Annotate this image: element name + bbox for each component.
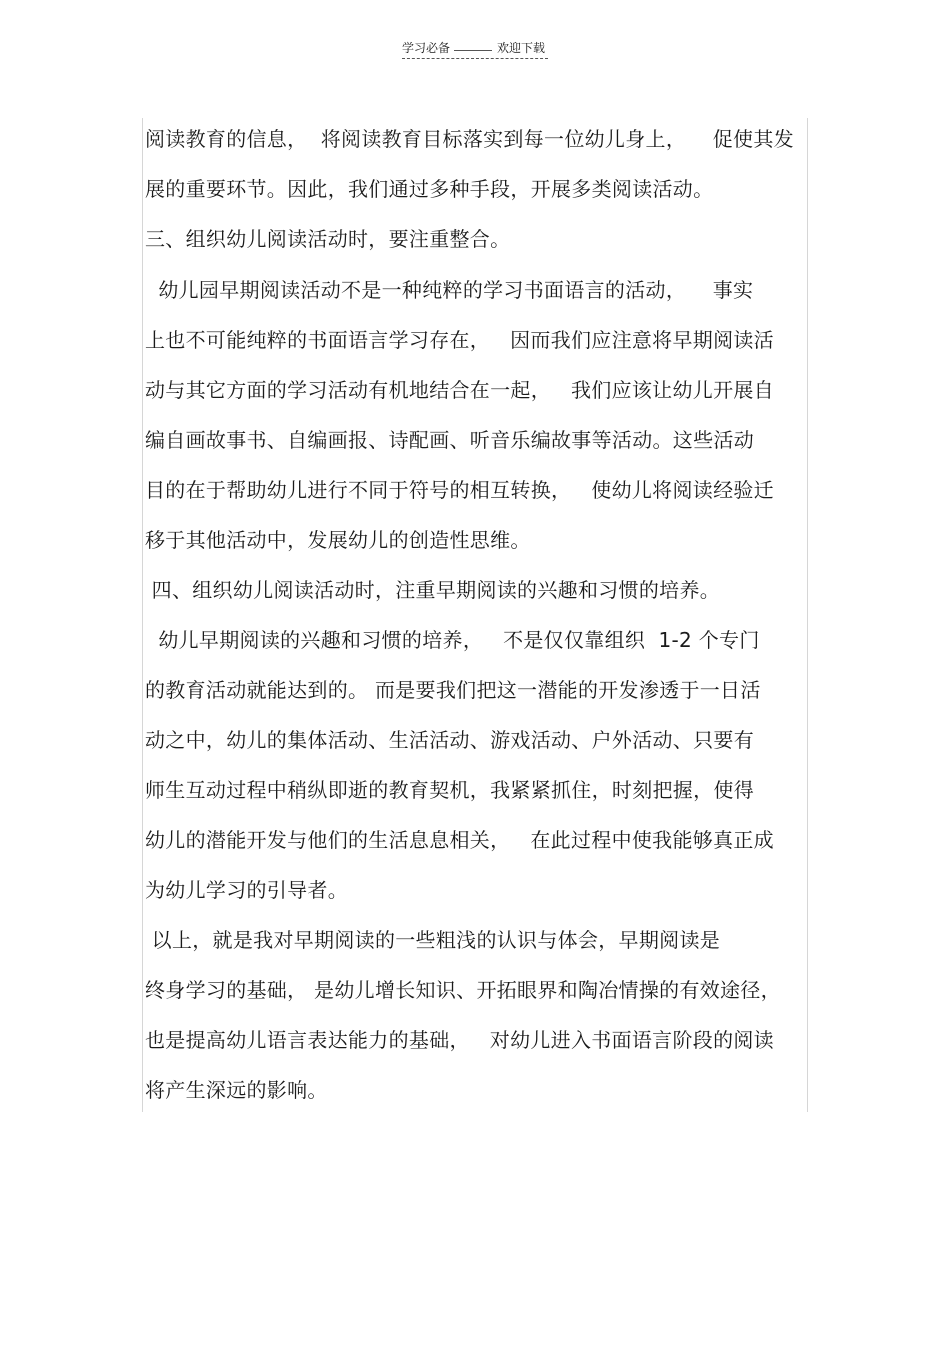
text-line: 幼儿的潜能开发与他们的生活息息相关， 在此过程中使我能够真正成: [145, 828, 774, 852]
text-line: 动之中，幼儿的集体活动、生活活动、游戏活动、户外活动、只要有: [145, 728, 754, 752]
header-right-text: 欢迎下载: [497, 41, 546, 55]
text-line: 移于其他活动中，发展幼儿的创造性思维。: [145, 528, 531, 552]
text-line: 师生互动过程中稍纵即逝的教育契机，我紧紧抓住，时刻把握，使得: [145, 778, 754, 802]
text-line: 阅读教育的信息， 将阅读教育目标落实到每一位幼儿身上， 促使其发: [145, 127, 794, 151]
text-line: 将产生深远的影响。: [145, 1078, 328, 1102]
text-line: 动与其它方面的学习活动有机地结合在一起， 我们应该让幼儿开展自: [145, 378, 774, 402]
text-line: 上也不可能纯粹的书面语言学习存在， 因而我们应注意将早期阅读活: [145, 328, 774, 352]
text-line: 展的重要环节。因此，我们通过多种手段，开展多类阅读活动。: [145, 177, 714, 201]
text-line: 目的在于帮助幼儿进行不同于符号的相互转换， 使幼儿将阅读经验迁: [145, 478, 774, 502]
page-header: [402, 38, 548, 59]
text-line: 终身学习的基础， 是幼儿增长知识、开拓眼界和陶冶情操的有效途径，: [145, 978, 781, 1002]
text-line: 编自画故事书、自编画报、诗配画、听音乐编故事等活动。这些活动: [145, 428, 754, 452]
section-heading: 三、组织幼儿阅读活动时，要注重整合。: [145, 227, 511, 251]
text-line: 的教育活动就能达到的。 而是要我们把这一潜能的开发渗透于一日活: [145, 678, 761, 702]
document-body: [142, 118, 808, 1112]
text-line: 幼儿早期阅读的兴趣和习惯的培养， 不是仅仅靠组织 1-2 个专门: [145, 628, 760, 652]
header-left-text: 学习必备: [402, 41, 451, 55]
text-line: 为幼儿学习的引导者。: [145, 878, 348, 902]
text-line: 以上，就是我对早期阅读的一些粗浅的认识与体会，早期阅读是: [145, 928, 721, 952]
section-heading: 四、组织幼儿阅读活动时，注重早期阅读的兴趣和习惯的培养。: [145, 578, 721, 602]
header-divider: [454, 50, 492, 51]
text-line: 幼儿园早期阅读活动不是一种纯粹的学习书面语言的活动， 事实: [145, 278, 754, 302]
text-line: 也是提高幼儿语言表达能力的基础， 对幼儿进入书面语言阶段的阅读: [145, 1028, 774, 1052]
